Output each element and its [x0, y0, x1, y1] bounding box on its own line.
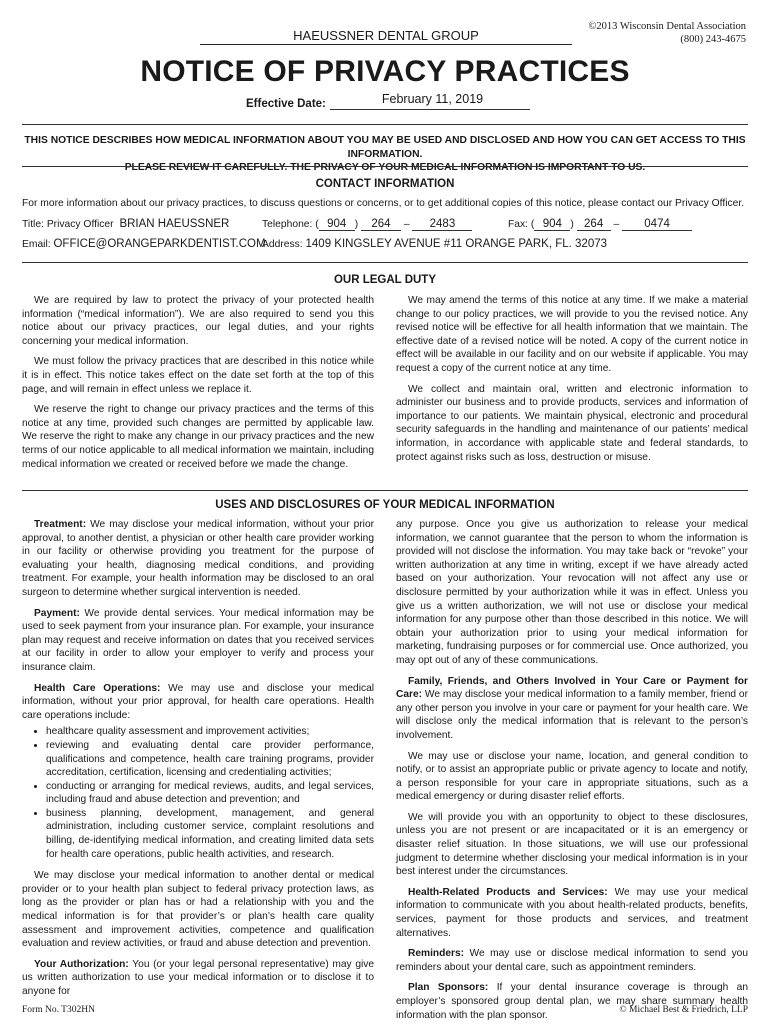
divider — [22, 124, 748, 125]
telephone-area-code: 904 — [319, 218, 355, 231]
list-item: • conducting or arranging for medical reviews, audits, and legal services, including fraud and abuse detection and prevention; and — [46, 780, 374, 807]
page-title: NOTICE OF PRIVACY PRACTICES — [140, 55, 630, 88]
fax-row: Fax: ( 904 ) 264 – 0474 — [508, 218, 692, 231]
payment-label: Payment: — [34, 607, 80, 619]
copyright-notice — [588, 20, 746, 46]
contact-title-row — [22, 218, 229, 230]
email-value: OFFICE@ORANGEPARKDENTIST.COM — [53, 238, 266, 250]
contact-heading: CONTACT INFORMATION — [22, 178, 748, 190]
reminders-paragraph: Reminders: We may use or disclose medical information to send you reminders about your dental care, such as appointment reminders. — [396, 948, 748, 973]
fax-label: Fax: — [508, 219, 529, 230]
title-label: Title: — [22, 219, 44, 230]
other-provider-paragraph: We may disclose your medical information to another dental or medical provider or to your health plan subject to federal privacy protection laws, as long as the provider or plan has or had a relationship with you and the medical information is for that provider’s or plan’s health care quality assessment and improvement activities, competence and qualification evaluation and review activities, or fraud and abuse detection and prevention. — [22, 870, 374, 950]
legal-paragraph: We must follow the privacy practices that are described in this notice while it is in effect. This notice takes effect on the date set forth at the top of this page, and will remain in effect unless we replace it. — [22, 356, 374, 395]
address-value: 1409 KINGSLEY AVENUE #11 ORANGE PARK, FL. 32073 — [305, 238, 608, 250]
telephone-prefix: 264 — [361, 218, 401, 231]
form-number: Form No. T302HN — [22, 1005, 95, 1015]
copyright-phone: (800) 243-4675 — [680, 34, 746, 45]
copyright-line-1: ©2013 Wisconsin Dental Association — [588, 21, 746, 32]
email-row — [22, 238, 266, 250]
legal-duty-heading: OUR LEGAL DUTY — [22, 274, 748, 286]
uses-right-column — [396, 518, 748, 1029]
legal-paragraph: We may amend the terms of this notice at any time. If we make a material change to our policy practices, we will provide to you the revised notice. Any revised notice will be effective for all health information that we maintain. The effective date of a revised notice will be noted. A copy of the current notice in effect will be available in our facility and on our website if applicable. You may request a copy of the current notice at any time. — [396, 295, 748, 374]
plan-sponsors-label: Plan Sponsors: — [408, 982, 489, 994]
email-label: Email: — [22, 239, 51, 250]
privacy-officer-name: BRIAN HAEUSSNER — [119, 218, 230, 230]
treatment-label: Treatment: — [34, 519, 87, 530]
notice-line-1: THIS NOTICE DESCRIBES HOW MEDICAL INFORMATION ABOUT YOU MAY BE USED AND DISCLOSED AND HOW YOU CAN GET ACCESS TO THIS INFORMATION. — [24, 135, 746, 160]
contact-intro: For more information about our privacy practices, to discuss questions or concerns, or to get additional copies of this notice, please contact our Privacy Officer. — [22, 198, 745, 209]
authorization-paragraph: Your Authorization: You (or your legal personal representative) may give us written authorization to use your medical information or to disclose it to anyone for — [22, 958, 375, 997]
legal-duty-right-column — [396, 294, 748, 471]
effective-date-row — [246, 92, 530, 110]
address-row — [262, 238, 607, 250]
fax-prefix: 264 — [577, 218, 611, 231]
payment-paragraph: Payment: We provide dental services. Your medical information may be used to seek payment from your insurance plan. For example, your insurance plan may request and receive information on dates that you received services at our facility in order to allow your employer to verify and process your insurance claim. — [22, 607, 374, 673]
notice-banner — [22, 134, 748, 175]
legal-duty-left-column — [22, 294, 374, 478]
list-item: • reviewing and evaluating dental care provider performance, qualifications and competence, health care training programs, provider accreditation, certification, licensing and credentialing activities; — [46, 739, 374, 780]
plan-sponsors-paragraph: Plan Sponsors: If your dental insurance coverage is through an employer’s sponsored group dental plan, we may share summary health information with the plan sponsor. — [396, 982, 748, 1021]
family-paragraph: Family, Friends, and Others Involved in Your Care or Payment for Care: We may disclose your medical information to a family member, friend or any other person you involve in your care or payment for your health care. We will disclose only the medical information that is relevant to the person’s involvement. — [396, 675, 748, 741]
address-label: Address: — [262, 239, 303, 250]
notice-line-2: PLEASE REVIEW IT CAREFULLY. THE PRIVACY OF YOUR MEDICAL INFORMATION IS IMPORTANT TO US. — [124, 162, 646, 173]
authorization-continued: any purpose. Once you give us authorization to release your medical information, we cannot guarantee that the person to whom the information is provided will not disclose the information. You may take back or “revoke” your written authorization at any time in writing, except if we have already acted based on your authorization. Your revocation will not affect any use or disclosure permitted by your authorization while it was in effect. Unless you give us a written authorization, we will not use or disclose your medical information for any purpose other than those described in this notice. We will obtain your authorization prior to using your medical information for marketing, fundraising purposes or for commercial use. Once authorized, you may opt out of any of these communications. — [396, 519, 748, 666]
title-value: Privacy Officer — [46, 219, 114, 230]
telephone-line: 2483 — [412, 218, 472, 231]
divider — [22, 262, 748, 263]
family-label: Family, Friends, and Others Involved in Your Care or Payment for Care: — [396, 675, 748, 701]
legal-paragraph: We collect and maintain oral, written and electronic information to administer our business and to provide products, services and information of importance to our patients. We maintain physical, electronic and procedural security safeguards in the handling and maintenance of our patients’ medical information, in accordance with applicable state and federal standards, to protect against risks such as loss, destruction or misuse. — [396, 383, 748, 463]
effective-date-label: Effective Date: — [246, 98, 326, 110]
uses-left-column — [22, 518, 374, 1006]
list-item: • healthcare quality assessment and improvement activities; — [46, 725, 374, 739]
treatment-paragraph: Treatment: We may disclose your medical information, without your prior approval, to another dentist, a physician or other health care provider working in our facility or otherwise providing you treatment for the purpose of evaluating your health, diagnosing medical conditions, and providing treatment. For example, your health information may be disclosed to an oral surgeon to determine whether surgical intervention is needed. — [22, 519, 374, 598]
health-care-operations-paragraph: Health Care Operations: We may use and disclose your medical information, without your prior approval, for health care operations. Health care operations include: — [22, 682, 374, 721]
uses-heading: USES AND DISCLOSURES OF YOUR MEDICAL INFORMATION — [22, 499, 748, 511]
telephone-label: Telephone: — [262, 219, 313, 230]
fax-area-code: 904 — [534, 218, 570, 231]
hco-list — [22, 725, 374, 861]
practice-name: HAEUSSNER DENTAL GROUP — [200, 28, 572, 45]
object-paragraph: We will provide you with an opportunity to object to these disclosures, unless you are not present or are incapacitated or it is an emergency or disaster relief situation. In those situations, we will use our professional judgment to determine whether disclosing your medical information is in your best interest under the circumstances. — [396, 811, 748, 878]
hco-label: Health Care Operations: — [34, 682, 161, 694]
effective-date-value: February 11, 2019 — [381, 92, 484, 106]
authorization-label: Your Authorization: — [34, 958, 129, 970]
products-label: Health-Related Products and Services: — [408, 886, 608, 898]
divider — [22, 166, 748, 167]
legal-paragraph: We reserve the right to change our privacy practices and the terms of this notice at any time, provided such changes are permitted by applicable law. We reserve the right to make any change in our privacy practices and the new terms of our notice applicable to all medical information we maintain, including medical information we created or received before we made the change. — [22, 404, 374, 470]
list-item: • business planning, development, management, and general administration, including customer service, complaint resolutions and billing, de-identifying medical information, and creating limited data sets for health care operations, public health activities, and research. — [46, 807, 374, 861]
divider — [22, 490, 748, 491]
products-paragraph: Health-Related Products and Services: We may use your medical information to communicate with you about health-related products, benefits, services, payment for those products and services, and treatment alternatives. — [396, 886, 748, 939]
telephone-row: Telephone: ( 904 ) 264 – 2483 — [262, 218, 472, 231]
legal-paragraph: We are required by law to protect the privacy of your protected health information (“medical information”). We are also required to send you this notice about our privacy practices, our legal duties, and your rights concerning your medical information. — [22, 295, 374, 347]
reminders-label: Reminders: — [408, 948, 465, 960]
fax-line: 0474 — [622, 218, 692, 231]
notify-paragraph: We may use or disclose your name, location, and general condition to notify, or to assist an appropriate public or private agency to locate and notify, a person responsible for your care in appropriate situations, such as a medical emergency or during disaster relief efforts. — [396, 750, 748, 803]
publisher-credit: © Michael Best & Friedrich, LLP — [619, 1005, 748, 1015]
